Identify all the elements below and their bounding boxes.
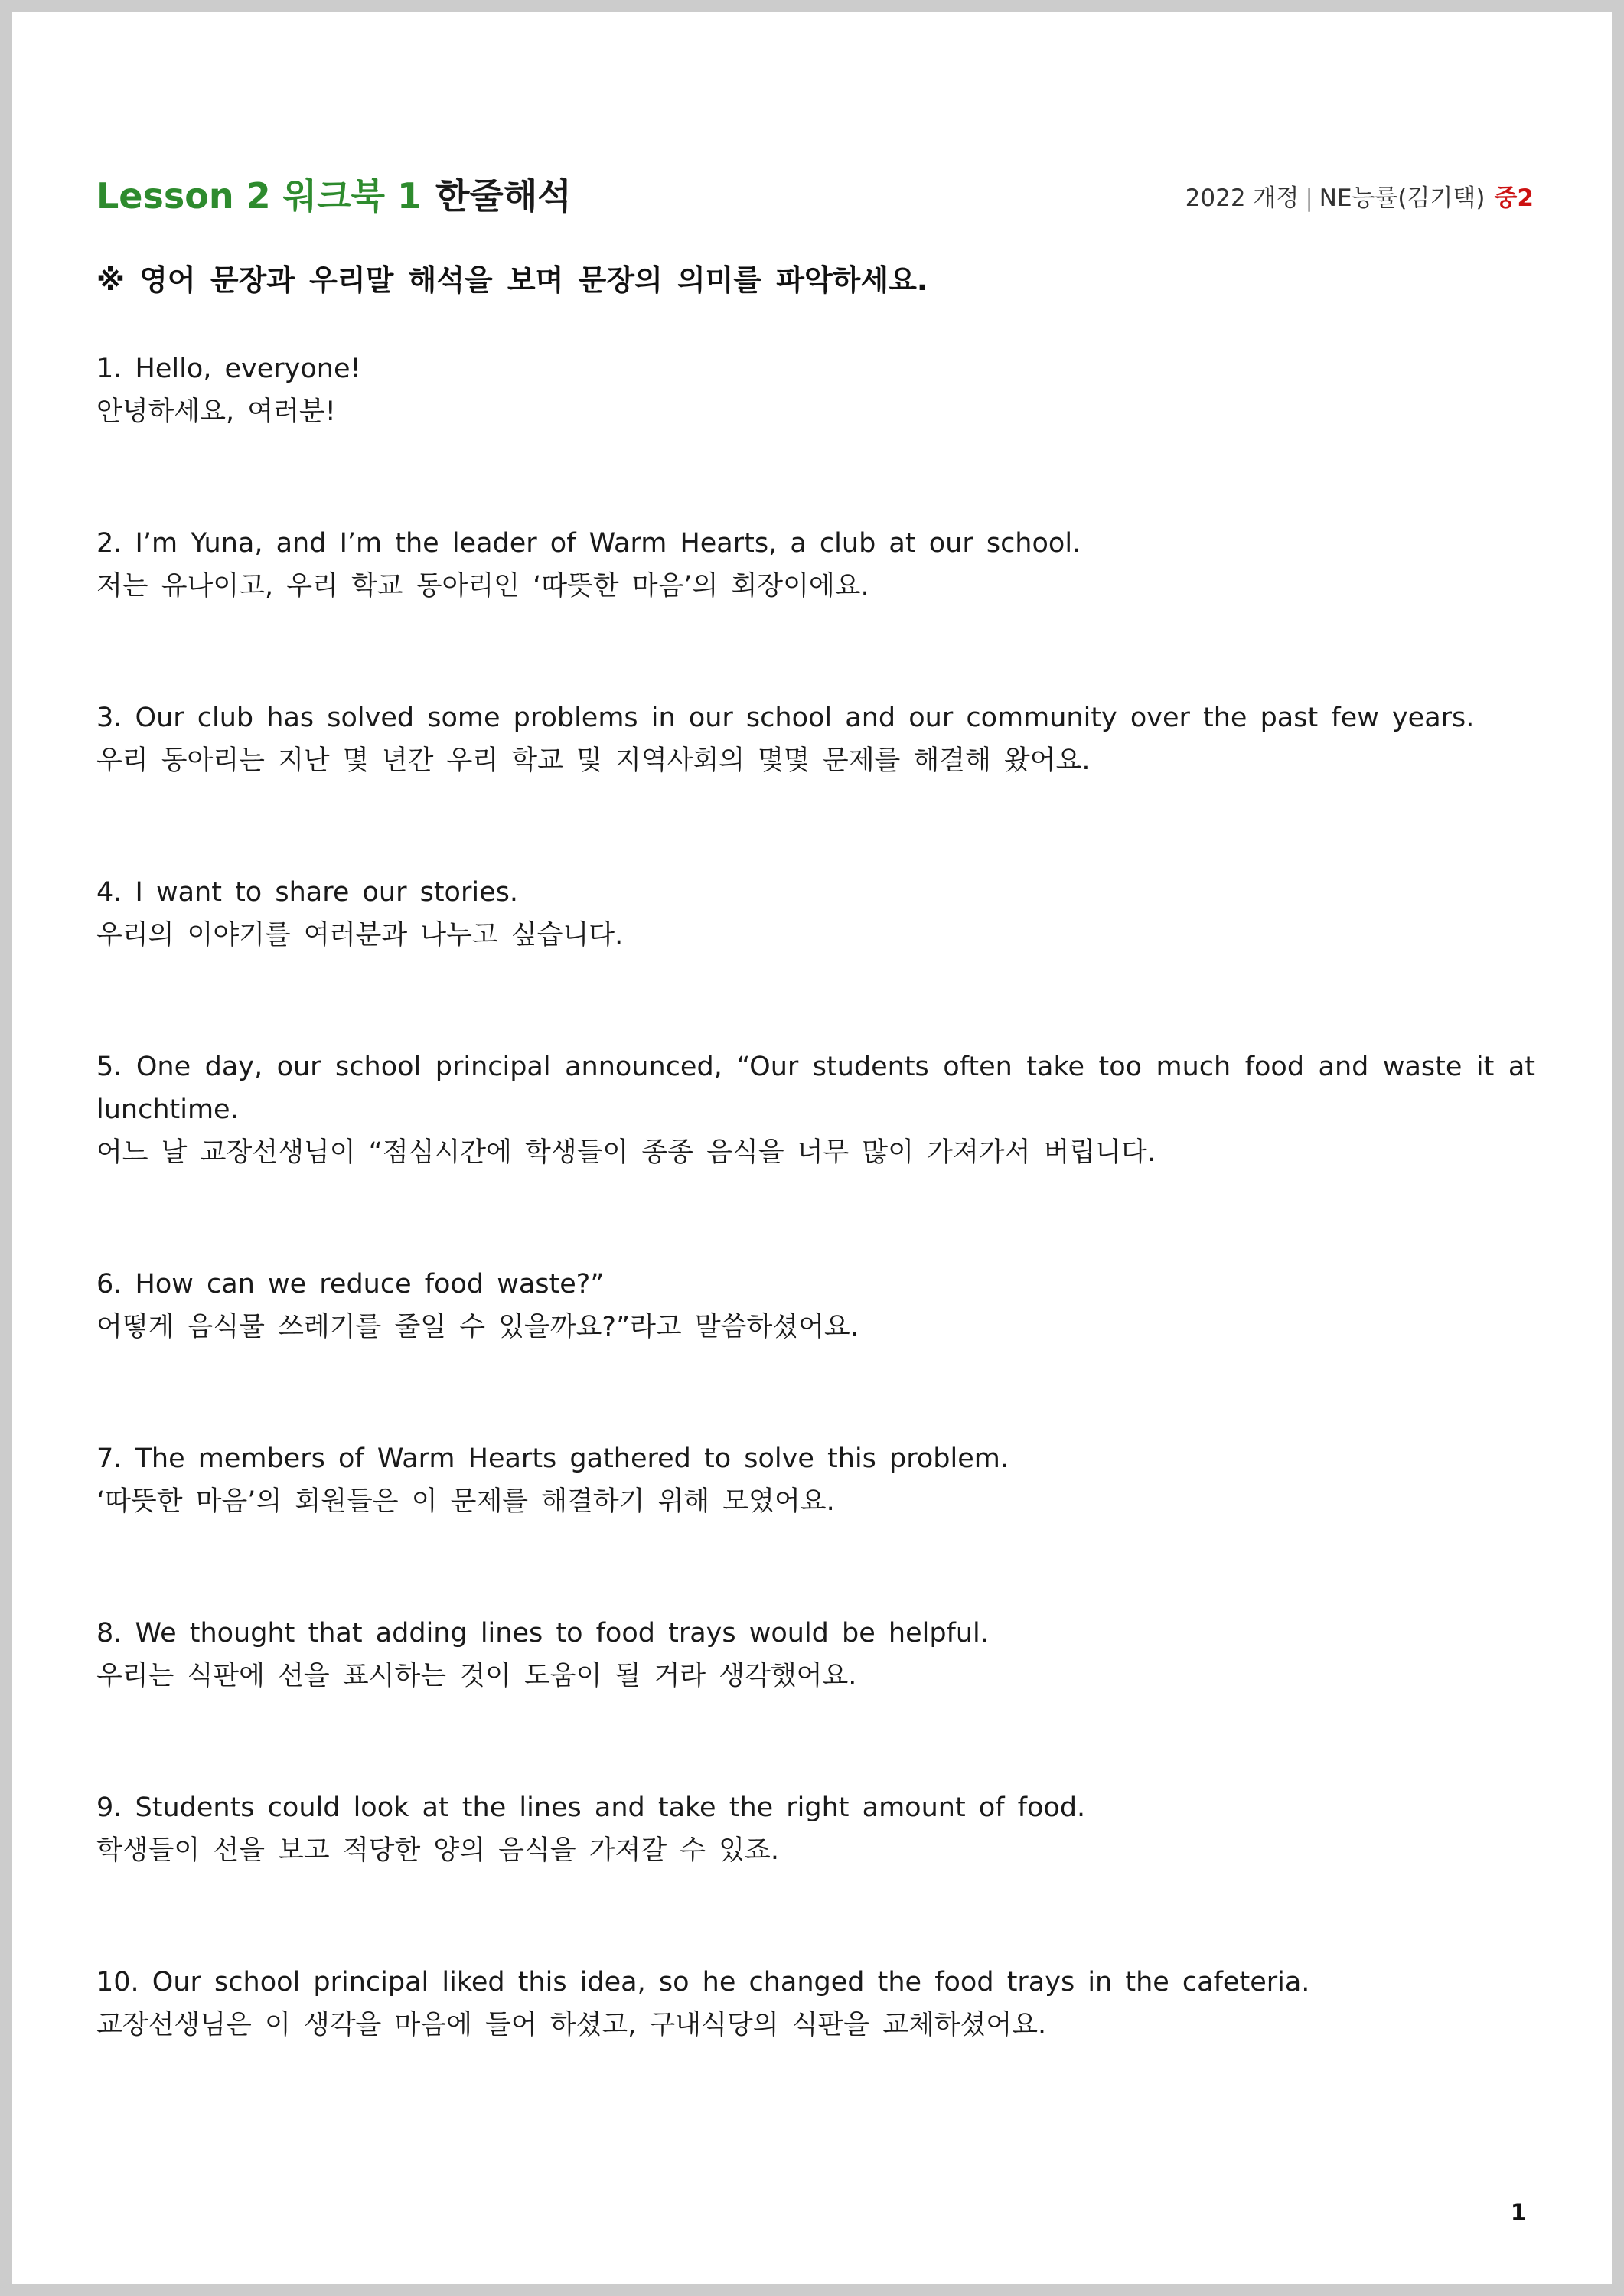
publisher: NE능률(김기택)	[1319, 184, 1485, 212]
document-page	[12, 12, 1612, 2284]
worksheet-type: 한줄해석	[435, 175, 572, 217]
korean-translation: 학생들이 선을 보고 적당한 양의 음식을 가져갈 수 있죠.	[96, 1835, 779, 1866]
sentence-item	[96, 1612, 1535, 1698]
page-number: 1	[1510, 2200, 1526, 2226]
sentence-item	[96, 1045, 1535, 1174]
sentence-item	[96, 1961, 1535, 2047]
korean-translation: 안녕하세요, 여러분!	[96, 396, 336, 427]
grade-label: 중2	[1494, 184, 1534, 212]
meta-separator: |	[1305, 184, 1313, 212]
korean-translation: 어떻게 음식물 쓰레기를 줄일 수 있을까요?”라고 말씀하셨어요.	[96, 1312, 859, 1342]
korean-translation: 저는 유나이고, 우리 학교 동아리인 ‘따뜻한 마음’의 회장이에요.	[96, 571, 869, 602]
lesson-label: Lesson 2 워크북 1	[96, 175, 422, 217]
sentence-item	[96, 871, 1535, 957]
sentence-item	[96, 1263, 1535, 1349]
instruction-text: ※ 영어 문장과 우리말 해석을 보며 문장의 의미를 파악하세요.	[96, 263, 928, 297]
sentence-item	[96, 1786, 1535, 1872]
sentence-item	[96, 522, 1535, 608]
worksheet-title	[96, 169, 572, 223]
english-sentence: 2. I’m Yuna, and I’m the leader of Warm Hearts, a club at our school.	[96, 528, 1081, 559]
korean-translation: 우리의 이야기를 여러분과 나누고 싶습니다.	[96, 920, 624, 951]
sentence-list	[96, 347, 1535, 2135]
korean-translation: 어느 날 교장선생님이 “점심시간에 학생들이 종종 음식을 너무 많이 가져가서 버립니다.	[96, 1137, 1156, 1168]
korean-translation: 우리 동아리는 지난 몇 년간 우리 학교 및 지역사회의 몇몇 문제를 해결해 왔어요.	[96, 745, 1091, 776]
english-sentence: 5. One day, our school principal announced, “Our students often take too much food and waste it at lunchtime.	[96, 1052, 1535, 1125]
english-sentence: 4. I want to share our stories.	[96, 877, 518, 908]
english-sentence: 8. We thought that adding lines to food trays would be helpful.	[96, 1618, 989, 1649]
english-sentence: 6. How can we reduce food waste?”	[96, 1269, 605, 1300]
page-header	[96, 169, 1534, 223]
english-sentence: 1. Hello, everyone!	[96, 354, 361, 384]
curriculum-year: 2022 개정	[1185, 184, 1300, 212]
korean-translation: 교장선생님은 이 생각을 마음에 들어 하셨고, 구내식당의 식판을 교체하셨어요.	[96, 2010, 1047, 2040]
english-sentence: 7. The members of Warm Hearts gathered to solve this problem.	[96, 1443, 1009, 1474]
korean-translation: ‘따뜻한 마음’의 회원들은 이 문제를 해결하기 위해 모였어요.	[96, 1486, 835, 1517]
english-sentence: 3. Our club has solved some problems in our school and our community over the past few years.	[96, 703, 1475, 733]
korean-translation: 우리는 식판에 선을 표시하는 것이 도움이 될 거라 생각했어요.	[96, 1661, 857, 1691]
sentence-item	[96, 696, 1535, 782]
sentence-item	[96, 347, 1535, 433]
curriculum-info	[1185, 175, 1534, 221]
english-sentence: 9. Students could look at the lines and take the right amount of food.	[96, 1792, 1086, 1823]
sentence-item	[96, 1437, 1535, 1523]
english-sentence: 10. Our school principal liked this idea, so he changed the food trays in the cafeteria.	[96, 1967, 1310, 1998]
